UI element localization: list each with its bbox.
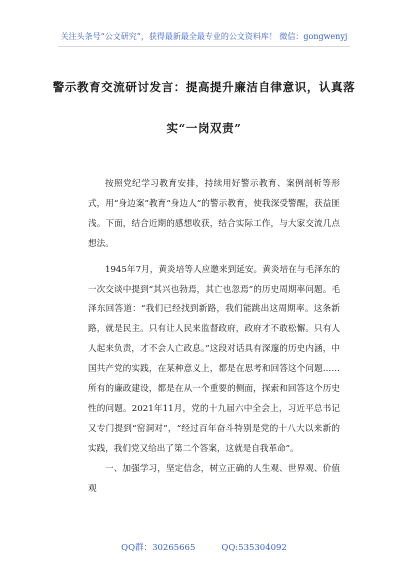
qq-contact-text: QQ:535304092 [221, 543, 287, 553]
document-body [88, 175, 340, 500]
contact-footer [0, 541, 408, 553]
section-heading-one: 一、加强学习，坚定信念，树立正确的人生观、世界观、价值观 [88, 463, 340, 494]
document-title-line-2: 实“一岗双责” [166, 121, 242, 135]
paragraph-intro: 按照党纪学习教育安排，持续用好警示教育、案例剖析等形式，用“身边案”教育“身边人”的警示教育，使我深受警醒，获益匪浅。下面，结合近期的感想收获，结合实际工作，与大家交流几点想法。 [88, 179, 340, 249]
promo-banner: 关注头条号“公文研究”，获得最新最全最专业的公文资料库！ 微信：gongwenyj [60, 32, 348, 41]
document-title-line-1: 警示教育交流研讨发言：提高提升廉洁自律意识，认真落 [52, 80, 356, 94]
qq-group-text: QQ群：30265665 [121, 543, 196, 553]
header-divider [58, 46, 350, 47]
paragraph-history: 1945年7月，黄炎培等人应邀来到延安。黄炎培在与毛泽东的一次交谈中提到“其兴也勃焉，其亡也忽焉”的历史周期率问题。毛泽东回答道：“我们已经找到新路，我们能跳出这周期率。这条新路，就是民主。只有让人民来监督政府，政府才不敢松懈。只有人人起来负责，才不会人亡政息。”这段对话具有深邃的历史内涵，中国共产党的实践，在某种意义上，都是在思考和回答这个问题……所有的廉政建设，都是在从一个重要的侧面，探索和回答这个历史性的问题。2021年11月，党的十九届六中全会上，习近平总书记又专门提到“窑洞对”，“经过百年奋斗特别是党的十八大以来新的实践，我们党又给出了第二个答案，这就是自我革命”。 [88, 264, 340, 454]
